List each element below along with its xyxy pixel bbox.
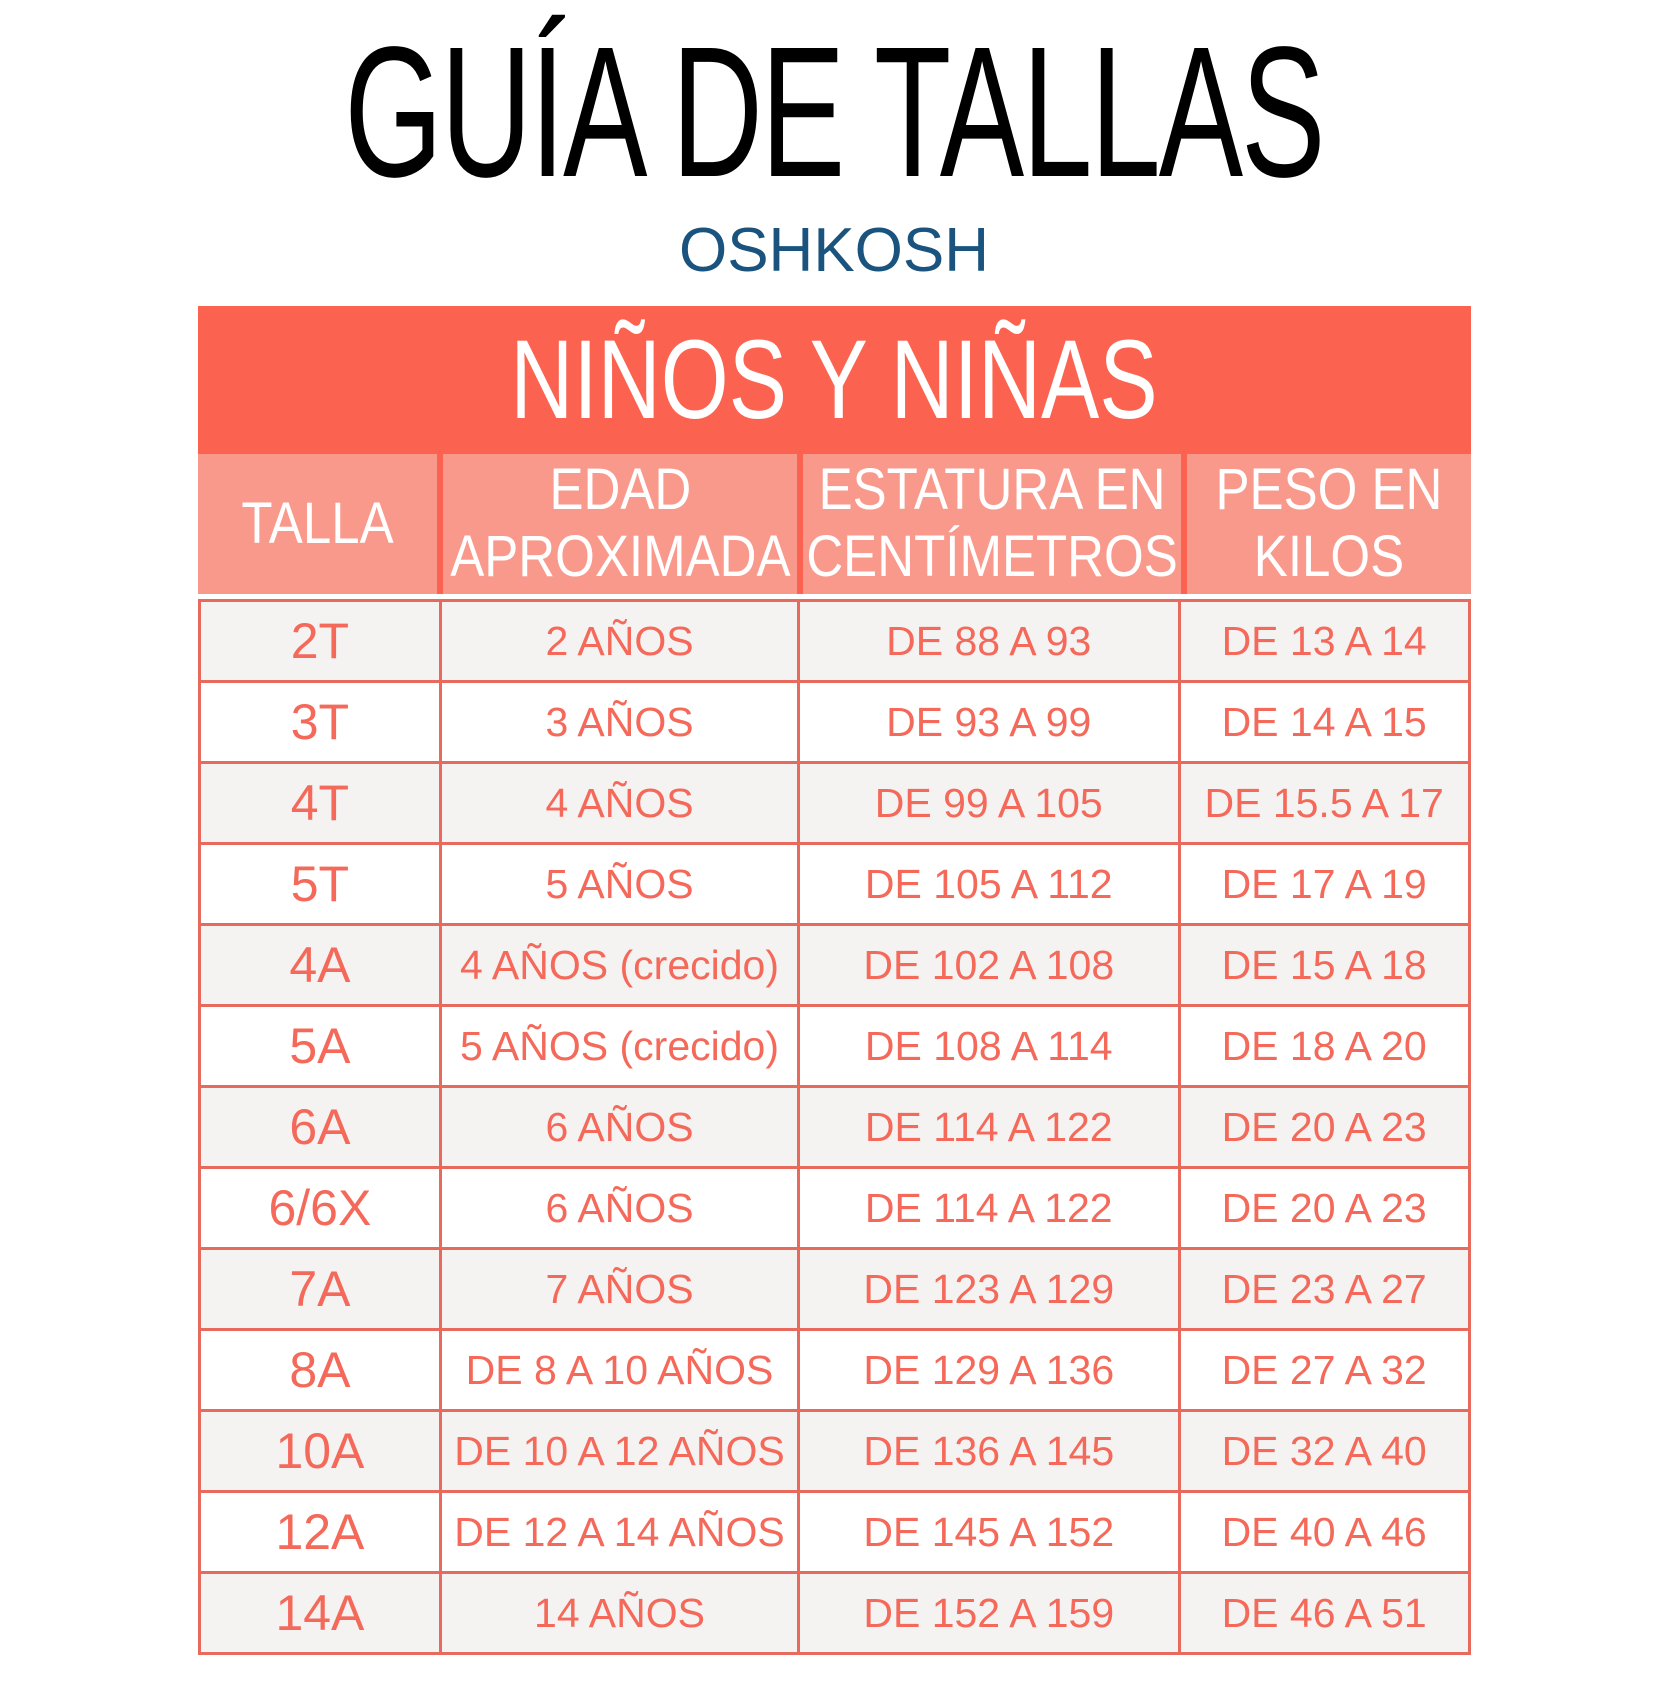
column-header-edad: EDAD APROXIMADA — [443, 454, 797, 594]
cell-edad: 3 AÑOS — [442, 683, 799, 761]
table-row — [201, 923, 1468, 1004]
cell-talla: 4T — [201, 764, 443, 842]
cell-edad: 14 AÑOS — [442, 1574, 799, 1652]
cell-talla: 5T — [201, 845, 443, 923]
table-row — [201, 602, 1468, 680]
cell-estatura: DE 123 A 129 — [800, 1250, 1181, 1328]
cell-estatura: DE 99 A 105 — [800, 764, 1181, 842]
table-row — [201, 680, 1468, 761]
cell-estatura: DE 136 A 145 — [800, 1412, 1181, 1490]
cell-edad: 6 AÑOS — [442, 1088, 799, 1166]
table-row — [201, 1328, 1468, 1409]
cell-edad: 6 AÑOS — [442, 1169, 799, 1247]
cell-talla: 5A — [201, 1007, 443, 1085]
cell-talla: 4A — [201, 926, 443, 1004]
table-body — [198, 599, 1471, 1655]
cell-talla: 7A — [201, 1250, 443, 1328]
cell-edad: 5 AÑOS — [442, 845, 799, 923]
cell-estatura: DE 93 A 99 — [800, 683, 1181, 761]
cell-talla: 2T — [201, 602, 443, 680]
table-row — [201, 761, 1468, 842]
table-row — [201, 1490, 1468, 1571]
table-header-row — [198, 454, 1471, 594]
cell-edad: 7 AÑOS — [442, 1250, 799, 1328]
cell-talla: 8A — [201, 1331, 443, 1409]
cell-peso: DE 17 A 19 — [1221, 860, 1427, 907]
cell-estatura: DE 102 A 108 — [800, 926, 1181, 1004]
cell-peso: DE 20 A 23 — [1221, 1103, 1427, 1150]
cell-peso: DE 18 A 20 — [1221, 1022, 1427, 1069]
cell-estatura: DE 105 A 112 — [800, 845, 1181, 923]
cell-talla: 6A — [201, 1088, 443, 1166]
table-row — [201, 1409, 1468, 1490]
cell-peso: DE 15 A 18 — [1221, 941, 1427, 988]
cell-estatura: DE 114 A 122 — [800, 1169, 1181, 1247]
table-row — [201, 842, 1468, 923]
column-header-peso: PESO EN KILOS — [1187, 454, 1471, 594]
table-band — [198, 306, 1471, 454]
table-row — [201, 1085, 1468, 1166]
page-title-text: GUÍA DE TALLAS — [344, 9, 1324, 216]
cell-estatura: DE 152 A 159 — [800, 1574, 1181, 1652]
cell-estatura: DE 108 A 114 — [800, 1007, 1181, 1085]
cell-peso: DE 13 A 14 — [1221, 617, 1427, 664]
column-header-talla: TALLA — [198, 454, 438, 594]
cell-edad: 5 AÑOS (crecido) — [442, 1007, 799, 1085]
cell-edad: DE 8 A 10 AÑOS — [442, 1331, 799, 1409]
cell-peso: DE 14 A 15 — [1221, 698, 1427, 745]
cell-edad: 2 AÑOS — [442, 602, 799, 680]
table-row — [201, 1004, 1468, 1085]
cell-peso: DE 23 A 27 — [1221, 1265, 1427, 1312]
brand-name — [0, 216, 1668, 286]
cell-estatura: DE 129 A 136 — [800, 1331, 1181, 1409]
cell-talla: 12A — [201, 1493, 443, 1571]
cell-edad: DE 12 A 14 AÑOS — [442, 1493, 799, 1571]
page-title — [0, 9, 1668, 216]
table-row — [201, 1166, 1468, 1247]
cell-estatura: DE 114 A 122 — [800, 1088, 1181, 1166]
cell-peso: DE 20 A 23 — [1221, 1184, 1427, 1231]
cell-peso: DE 27 A 32 — [1221, 1346, 1427, 1393]
cell-edad: 4 AÑOS (crecido) — [442, 926, 799, 1004]
cell-edad: 4 AÑOS — [442, 764, 799, 842]
size-guide-table — [198, 306, 1471, 1655]
cell-peso: DE 46 A 51 — [1221, 1589, 1427, 1636]
table-row — [201, 1247, 1468, 1328]
cell-talla: 10A — [201, 1412, 443, 1490]
column-header-estatura: ESTATURA EN CENTÍMETROS — [803, 454, 1181, 594]
cell-talla: 6/6X — [201, 1169, 443, 1247]
cell-edad: DE 10 A 12 AÑOS — [442, 1412, 799, 1490]
cell-peso: DE 15.5 A 17 — [1204, 779, 1444, 826]
cell-peso: DE 40 A 46 — [1221, 1508, 1427, 1555]
table-band-title: NIÑOS Y NIÑAS — [510, 317, 1158, 442]
cell-estatura: DE 145 A 152 — [800, 1493, 1181, 1571]
cell-estatura: DE 88 A 93 — [800, 602, 1181, 680]
brand-name-text: OSHKOSH — [678, 216, 990, 285]
cell-talla: 14A — [201, 1574, 443, 1652]
table-row — [201, 1571, 1468, 1652]
cell-talla: 3T — [201, 683, 443, 761]
cell-peso: DE 32 A 40 — [1221, 1427, 1427, 1474]
